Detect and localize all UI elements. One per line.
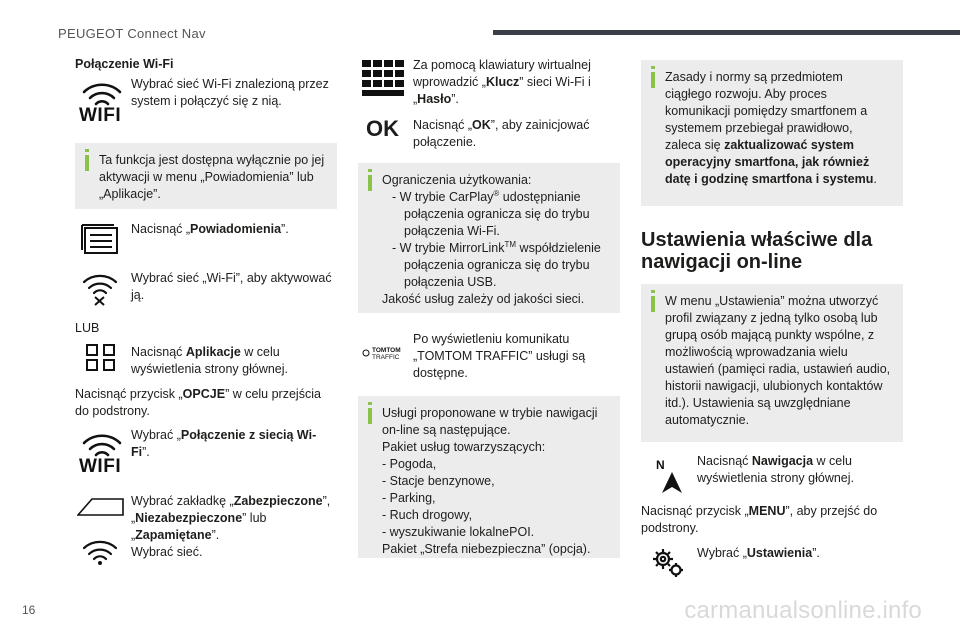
info-box-profiles: W menu „Ustawienia” można utworzyć profil związany z jedną tylko osobą lub grupą osób mającą punkty wspólne, z możliwością wprowadzania wielu ustawień (pamięci radia, ustawień audio, historii nawigacji, ulubionych kontaktów itd.). Ustawienia są uwzględniane automatycznie. (641, 284, 903, 442)
tab-shape-icon (77, 497, 125, 517)
navigation-step: Nacisnąć Nawigacja w celu wyświetlenia strony głównej. (697, 454, 855, 485)
info-box-services: Usługi proponowane w trybie nawigacji on-line są następujące. Pakiet usług towarzyszących: - Pogoda, - Stacje benzynowe, - Parking, - Ruch drogowy, - wyszukiwanie lokalnePOI. Pakiet „Strefa niebezpieczna” (opcja). (358, 396, 620, 558)
or-label: LUB (75, 321, 100, 335)
wifi-label-icon (78, 76, 126, 122)
key-password-step: Za pomocą klawiatury wirtualnej wprowadzić „Klucz” sieci Wi-Fi i „Hasło”. (413, 58, 591, 106)
page-number: 16 (22, 603, 36, 617)
svg-text:WIFI: WIFI (79, 456, 122, 473)
wifi-icon (80, 538, 120, 566)
svg-text:TRAFFIC: TRAFFIC (372, 354, 400, 361)
info-box-update: Zasady i normy są przedmiotem ciągłego rozwoju. Aby proces komunikacji pomiędzy smartfonem a systemem przebiegał prawidłowo, zaleca się zaktualizować system operacyjny smartfona, jak również datę i godzinę smartfona i systemu. (641, 60, 903, 206)
list-item: - Stacje benzynowe, (382, 474, 495, 488)
svg-text:N: N (656, 458, 665, 472)
settings-step: Wybrać „Ustawienia”. (697, 546, 820, 560)
header-rule (493, 30, 960, 35)
tomtom-step: Po wyświetleniu komunikatu „TOMTOM TRAFFIC” usługi są dostępne. (413, 332, 586, 380)
apps-grid-icon (86, 344, 116, 372)
keyboard-icon (362, 60, 404, 96)
svg-text:TOMTOM: TOMTOM (372, 347, 401, 354)
wifi-activate-step: Wybrać sieć „Wi-Fi”, aby aktywować ją. (131, 271, 332, 302)
ok-step: Nacisnąć „OK”, aby zainicjować połączenie. (413, 118, 590, 149)
tomtom-traffic-logo (362, 345, 408, 361)
svg-text:WIFI: WIFI (79, 105, 122, 122)
menu-step: Nacisnąć przycisk „MENU”, aby przejść do podstrony. (641, 504, 878, 535)
info-box-activation: Ta funkcja jest dostępna wyłącznie po jej aktywacji w menu „Powiadomienia” lub „Aplikacje”. (75, 143, 337, 209)
settings-gear-icon (650, 546, 686, 580)
navigation-icon (648, 454, 686, 494)
apps-step: Nacisnąć Aplikacje w celu wyświetlenia strony głównej. (131, 345, 289, 376)
wifi-disabled-icon (80, 272, 120, 306)
ok-icon: OK (366, 116, 399, 141)
list-item: - Parking, (382, 491, 436, 505)
tab-select-step: Wybrać zakładkę „Zabezpieczone”, „Niezabezpieczone” lub „Zapamiętane”. Wybrać sieć. (131, 494, 331, 559)
section-heading: Ustawienia właściwe dla nawigacji on-line (641, 229, 873, 273)
list-item: - wyszukiwanie lokalnePOI. (382, 525, 535, 539)
info-box-limitations: Ograniczenia użytkowania: - W trybie CarPlay® udostępnianie połączenia ogranicza się do trybu połączenia Wi-Fi. - W trybie MirrorLink™ współdzielenie połączenia ogranicza się do trybu połączenia USB. Jakość usług zależy od jakości sieci. (358, 163, 620, 313)
notifications-icon (80, 224, 120, 256)
services-list (382, 456, 608, 541)
notifications-step: Nacisnąć „Powiadomienia”. (131, 222, 289, 236)
watermark: carmanualsonline.info (684, 597, 922, 624)
wifi-label-icon-2 (78, 427, 126, 473)
wifi-connection-step: Wybrać „Połączenie z siecią Wi-Fi”. (131, 428, 317, 459)
options-step: Nacisnąć przycisk „OPCJE” w celu przejścia do podstrony. (75, 387, 321, 418)
wifi-step-select: Wybrać sieć Wi-Fi znalezioną przez system i połączyć się z nią. (131, 77, 329, 108)
running-header: PEUGEOT Connect Nav (58, 26, 206, 41)
list-item: - Pogoda, (382, 457, 437, 471)
list-item: - Ruch drogowy, (382, 508, 473, 522)
wifi-heading: Połączenie Wi-Fi (75, 57, 174, 71)
